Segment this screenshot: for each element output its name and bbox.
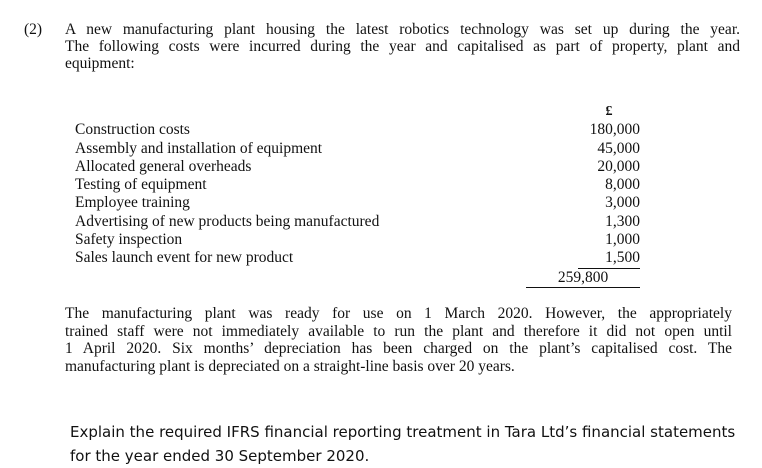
cost-amount: 1,300 xyxy=(605,212,640,230)
cost-total: 259,800 xyxy=(526,269,640,288)
cost-amount: 1,500 xyxy=(578,249,640,268)
currency-header: £ xyxy=(605,104,613,119)
intro-text xyxy=(65,21,740,72)
cost-row xyxy=(75,176,640,194)
cost-label: Advertising of new products being manufactured xyxy=(75,212,380,230)
cost-row xyxy=(75,140,640,158)
paragraph-line: 1 April 2020. Six months’ depreciation has been charged on the plant’s capitalised cost. The xyxy=(65,340,732,357)
cost-label: Sales launch event for new product xyxy=(75,249,294,267)
cost-label: Assembly and installation of equipment xyxy=(75,139,323,157)
cost-amount: 20,000 xyxy=(597,157,640,175)
cost-amount: 8,000 xyxy=(605,176,640,194)
cost-amount: 45,000 xyxy=(597,139,640,157)
paragraph-line: manufacturing plant is depreciated on a straight-line basis over 20 years. xyxy=(65,357,515,375)
paragraph-line: trained staff were not immediately available to run the plant and therefore it did not open until xyxy=(65,322,732,340)
cost-row xyxy=(75,231,640,249)
plant-paragraph xyxy=(65,305,732,375)
question-prompt xyxy=(70,420,750,468)
cost-row xyxy=(75,213,640,231)
question-line: for the year ended 30 September 2020. xyxy=(70,447,370,465)
question-number: (2) xyxy=(24,21,43,38)
question-line: Explain the required IFRS financial reporting treatment in Tara Ltd’s financial statements xyxy=(70,423,736,441)
cost-row xyxy=(75,158,640,176)
cost-table-header xyxy=(75,103,640,121)
cost-row xyxy=(75,194,640,212)
intro-line: The following costs were incurred during the year and capitalised as part of property, plant and xyxy=(65,38,740,55)
cost-label: Construction costs xyxy=(75,121,190,139)
cost-amount: 3,000 xyxy=(605,194,640,212)
intro-line: A new manufacturing plant housing the latest robotics technology was set up during the year. xyxy=(65,21,740,38)
cost-row xyxy=(75,121,640,139)
cost-amount: 1,000 xyxy=(605,231,640,249)
paragraph-line: The manufacturing plant was ready for use on 1 March 2020. However, the appropriately xyxy=(65,305,732,322)
cost-label: Safety inspection xyxy=(75,231,183,249)
cost-row xyxy=(75,249,640,268)
cost-label: Employee training xyxy=(75,194,190,212)
cost-total-row xyxy=(75,269,640,288)
cost-amount: 180,000 xyxy=(589,121,640,139)
cost-label: Allocated general overheads xyxy=(75,157,252,175)
cost-label: Testing of equipment xyxy=(75,176,207,194)
intro-line: equipment: xyxy=(65,55,135,72)
cost-table xyxy=(75,103,640,288)
